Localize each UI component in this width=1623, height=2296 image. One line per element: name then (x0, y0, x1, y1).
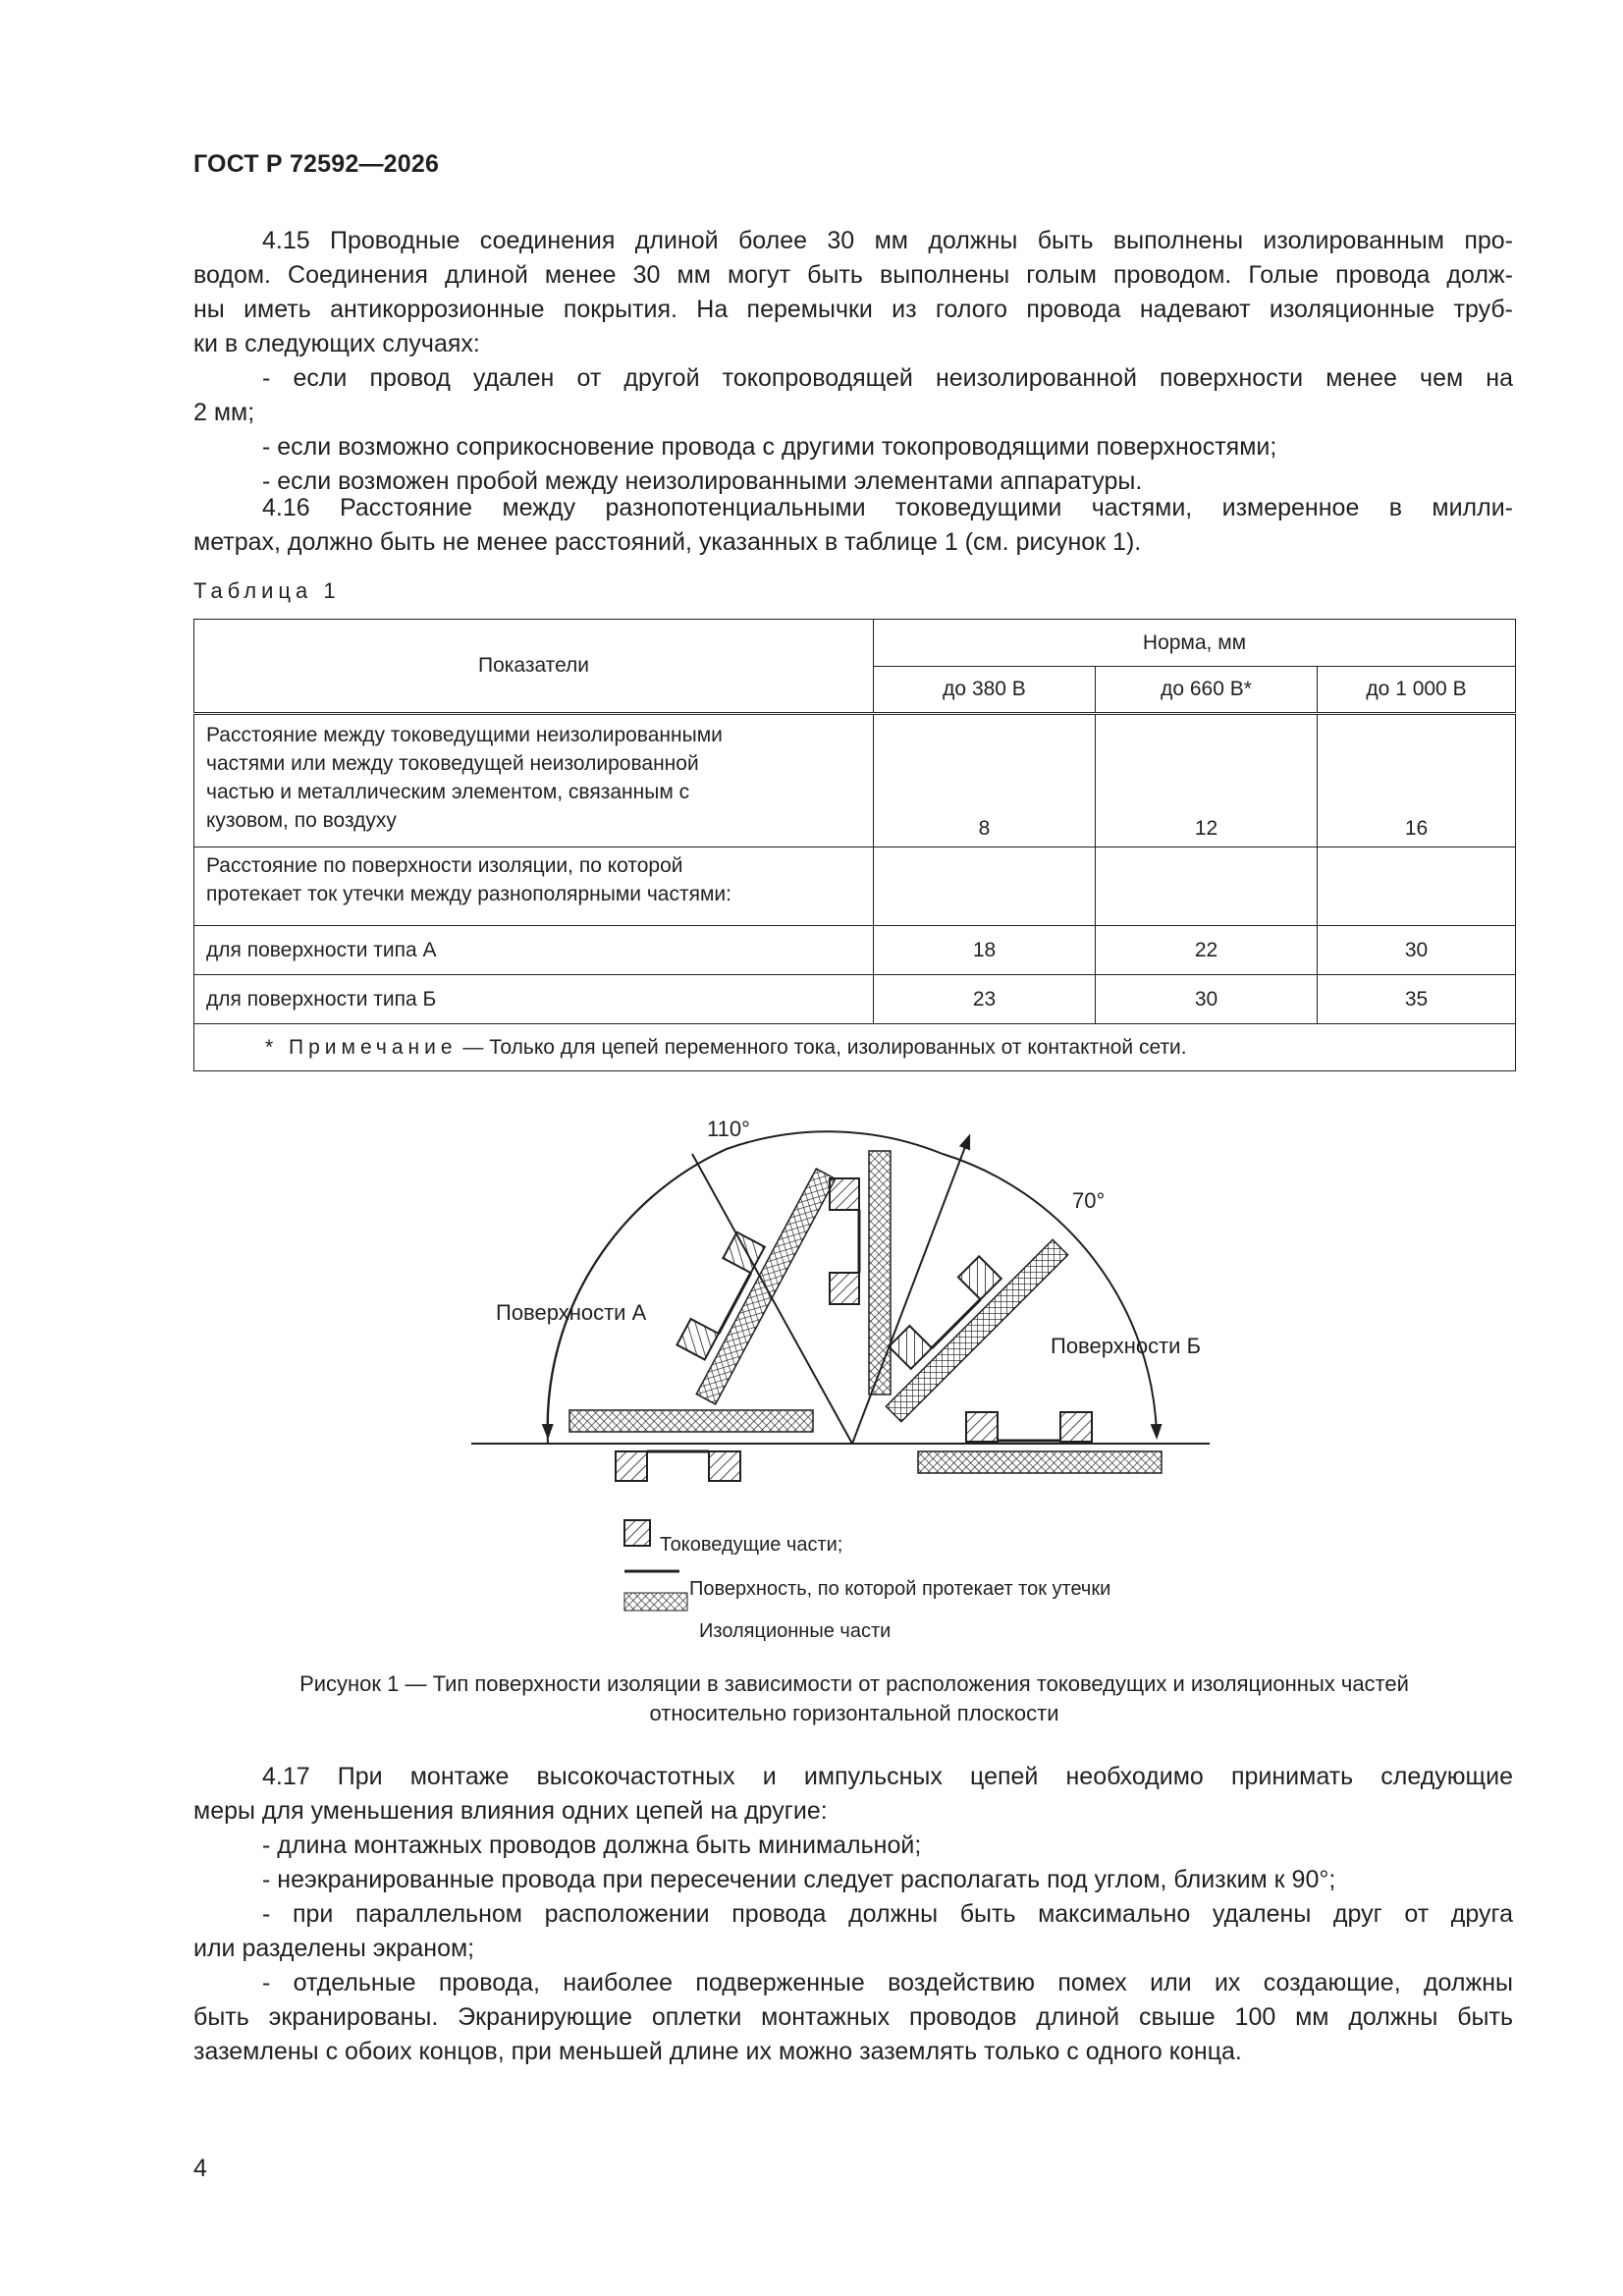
table-cell: 8 (874, 714, 1096, 847)
conductor-part (1060, 1412, 1092, 1442)
conductor-part (966, 1412, 998, 1442)
list-item: - неэкранированные провода при пересечении следует располагать под углом, близким к 90°; (262, 1866, 1336, 1893)
document-header: ГОСТ Р 72592—2026 (193, 150, 440, 178)
caption-line: относительно горизонтальной плоскости (649, 1701, 1059, 1725)
table-cell: 35 (1318, 975, 1516, 1024)
table-cell: 12 (1096, 714, 1318, 847)
label-surfaces-b: Поверхности Б (1051, 1334, 1202, 1358)
paragraph-line: заземлены с обоих концов, при меньшей длине их можно заземлять только с одного конца. (193, 2038, 1242, 2065)
list-item: - если провод удален от другой токопроводящей неизолированной поверхности менее чем на (262, 364, 1513, 392)
table-cell: 23 (874, 975, 1096, 1024)
insulation-part (696, 1169, 835, 1404)
paragraph-line: метрах, должно быть не менее расстояний, указанных в таблице 1 (см. рисунок 1). (193, 528, 1142, 556)
row-label: для поверхности типа А (194, 926, 874, 975)
table-cell: 18 (874, 926, 1096, 975)
row-label: для поверхности типа Б (194, 975, 874, 1024)
legend-conductor: Токоведущие части; (660, 1534, 843, 1556)
row-label-line: Расстояние между токоведущими неизолированными (206, 724, 723, 746)
caption-line: Рисунок 1 — Тип поверхности изоляции в зависимости от расположения токоведущих и изоляционных частей (299, 1671, 1409, 1696)
row-label-line: протекает ток утечки между разнополярными частями: (206, 883, 731, 905)
legend-leakage: Поверхность, по которой протекает ток утечки (689, 1578, 1111, 1600)
paragraph-line: ки в следующих случаях: (193, 330, 480, 357)
figure-caption (196, 1669, 1512, 1728)
conductor-part (723, 1232, 764, 1274)
insulation-part (918, 1451, 1162, 1473)
conductor-part (709, 1451, 740, 1481)
column-header: до 380 В (874, 667, 1096, 714)
paragraph-line: ны иметь антикоррозионные покрытия. На перемычки из голого провода надевают изоляционные труб- (193, 296, 1513, 323)
paragraph-line: 4.15 Проводные соединения длиной более 30 мм должны быть выполнены изолированным про- (262, 227, 1513, 254)
list-item: - при параллельном расположении провода должны быть максимально удалены друг от друга (262, 1900, 1513, 1928)
table-cell: 30 (1318, 926, 1516, 975)
note-text: — Только для цепей переменного тока, изолированных от контактной сети. (457, 1035, 1187, 1059)
paragraph-line: 2 мм; (193, 399, 255, 426)
row-label-line: Расстояние по поверхности изоляции, по которой (206, 854, 683, 877)
angle-label-70: 70° (1072, 1188, 1106, 1213)
column-header: до 660 В* (1096, 667, 1318, 714)
paragraph-line: водом. Соединения длиной менее 30 мм могут быть выполнены голым проводом. Голые провода долж- (193, 261, 1513, 289)
insulation-part (869, 1151, 891, 1394)
paragraph-line: 4.16 Расстояние между разнопотенциальными токоведущими частями, измеренное в милли- (262, 494, 1513, 521)
paragraph-line: или разделены экраном; (193, 1935, 475, 1962)
table-cell: 16 (1318, 714, 1516, 847)
list-item: - если возможно соприкосновение провода с другими токопроводящими поверхностями; (262, 433, 1277, 461)
table-caption: Таблица 1 (193, 578, 341, 603)
table-cell: 22 (1096, 926, 1318, 975)
row-label-line: кузовом, по воздуху (206, 809, 397, 832)
list-item: - отдельные провода, наиболее подверженные воздействию помех или их создающие, должны (262, 1969, 1513, 1996)
conductor-part (958, 1256, 1001, 1299)
conductor-part (676, 1319, 718, 1360)
table-cell: 30 (1096, 975, 1318, 1024)
insulation-part (569, 1410, 813, 1432)
list-item: - если возможен пробой между неизолированными элементами аппаратуры. (262, 467, 1143, 495)
row-label-line: частями или между токоведущей неизолированной (206, 752, 699, 775)
conductor-part (830, 1273, 859, 1304)
label-surfaces-a: Поверхности А (496, 1300, 647, 1325)
row-label-line: частью и металлическим элементом, связанным с (206, 781, 690, 803)
paragraph-line: меры для уменьшения влияния одних цепей на другие: (193, 1797, 828, 1825)
page-number: 4 (193, 2155, 207, 2182)
paragraph-line: 4.17 При монтаже высокочастотных и импульсных цепей необходимо принимать следующие (262, 1763, 1513, 1790)
legend-conductor-symbol (624, 1520, 650, 1546)
list-item: - длина монтажных проводов должна быть минимальной; (262, 1831, 922, 1859)
header-norm: Норма, мм (874, 620, 1516, 667)
legend-insulation: Изоляционные части (699, 1620, 892, 1642)
conductor-part (616, 1451, 647, 1481)
paragraph-line: быть экранированы. Экранирующие оплетки монтажных проводов длиной свыше 100 мм должны быть (193, 2003, 1513, 2031)
header-indicators: Показатели (194, 620, 874, 714)
column-header: до 1 000 В (1318, 667, 1516, 714)
note-prefix: * Примечание (265, 1035, 458, 1059)
angle-label-110: 110° (707, 1117, 750, 1141)
section-4-17 (193, 1760, 1513, 2069)
legend-insulation-symbol (624, 1593, 687, 1611)
conductor-part (830, 1178, 859, 1210)
